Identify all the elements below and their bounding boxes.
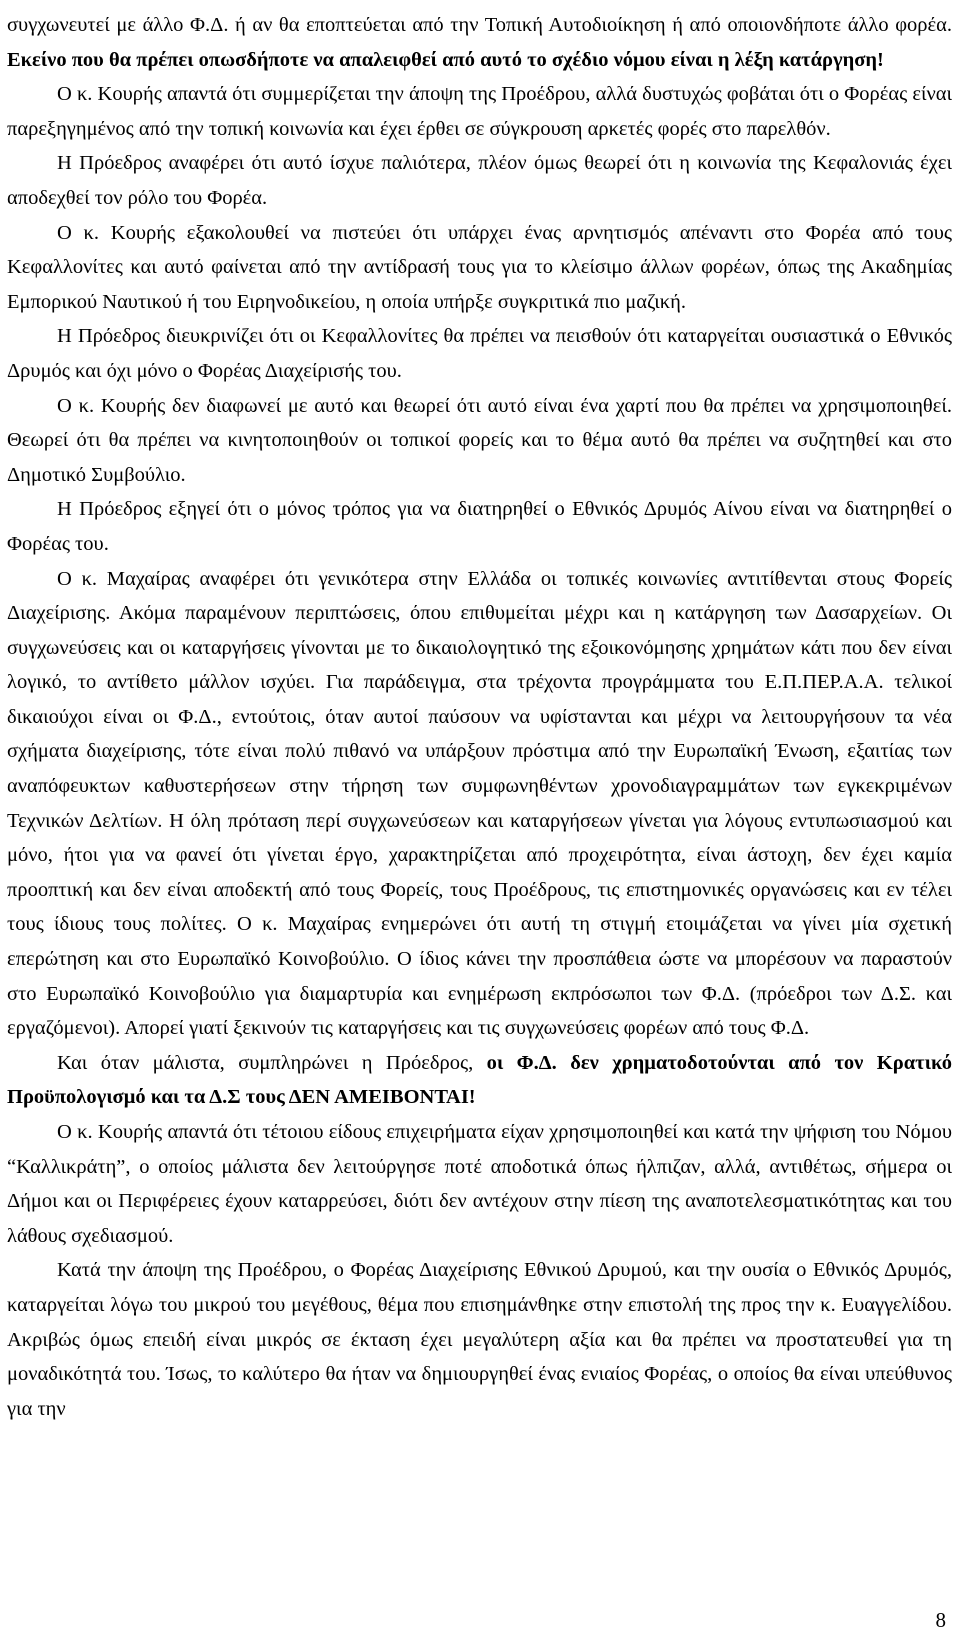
paragraph-4: Η Πρόεδρος διευκρινίζει ότι οι Κεφαλλονίτες θα πρέπει να πεισθούν ότι καταργείται ουσιαστικά ο Εθνικός Δρυμός και όχι μόνο ο Φορέας Διαχείρισής του. xyxy=(7,325,952,382)
paragraph-8-bold-text: οι Φ.Δ. δεν χρηματοδοτούνται από τον Κρατικό Προϋπολογισμό και τα Δ.Σ τους ΔΕΝ ΑΜΕΙΒΟΝΤΑΙ! xyxy=(7,1051,952,1109)
paragraph-10: Κατά την άποψη της Προέδρου, ο Φορέας Διαχείρισης Εθνικού Δρυμού, και την ουσία ο Εθνικός Δρυμός, καταργείται λόγω του μικρού του μεγέθους, θέμα που επισημάνθηκε στην επιστολή της προς την κ. Ευαγγελίδου. Ακριβώς όμως επειδή είναι μικρός σε έκταση έχει μεγαλύτερη αξία και θα πρέπει να προστατευθεί για τη μοναδικότητά του. Ίσως, το καλύτερο θα ήταν να δημιουργηθεί ένας ενιαίος Φορέας, ο οποίος θα είναι υπεύθυνος για την xyxy=(7,1259,952,1420)
page-number: 8 xyxy=(935,1608,946,1632)
paragraph-1: Ο κ. Κουρής απαντά ότι συμμερίζεται την άποψη της Προέδρου, αλλά δυστυχώς φοβάται ότι ο Φορέας είναι παρεξηγημένος από την τοπική κοινωνία και έχει έρθει σε σύγκρουση αρκετές φορές στο παρελθόν. xyxy=(7,83,952,140)
paragraph-7: Ο κ. Μαχαίρας αναφέρει ότι γενικότερα στην Ελλάδα οι τοπικές κοινωνίες αντιτίθενται στους Φορείς Διαχείρισης. Ακόμα παραμένουν περιπτώσεις, όπου επιθυμείται μέχρι και η κατάργηση των Δασαρχείων. Οι συγχωνεύσεις και οι καταργήσεις γίνονται με το δικαιολογητικό της εξοικονόμησης χρημάτων κάτι που δεν είναι λογικό, το αντίθετο μάλλον ισχύει. Για παράδειγμα, στα τρέχοντα προγράμματα του Ε.Π.ΠΕΡ.Α.Α. τελικοί δικαιούχοι είναι οι Φ.Δ., εντούτοις, όταν αυτοί παύσουν να υφίστανται και μέχρι να λειτουργήσουν τα νέα σχήματα διαχείρισης, τότε είναι πολύ πιθανό να υπάρξουν πρόστιμα από την Ευρωπαϊκή Ένωση, εξαιτίας των αναπόφευκτων καθυστερήσεων στην τήρηση των συμφωνηθέντων χρονοδιαγραμμάτων των εγκεκριμένων Τεχνικών Δελτίων. Η όλη πρόταση περί συγχωνεύσεων και καταργήσεων γίνεται για λόγους εντυπωσιασμού και μόνο, ήτοι για να φανεί ότι γίνεται έργο, χαρακτηρίζεται από προχειρότητα, είναι άστοχη, δεν έχει καμία προοπτική και δεν είναι αποδεκτή από τους Φορείς, τους Προέδρους, τις επιστημονικές οργανώσεις και εν τέλει τους ίδιους τους πολίτες. Ο κ. Μαχαίρας ενημερώνει ότι αυτή τη στιγμή ετοιμάζεται να γίνει μία σχετική επερώτηση και στο Ευρωπαϊκό Κοινοβούλιο. Ο ίδιος κάνει την προσπάθεια ώστε να μπορέσουν να παραστούν στο Ευρωπαϊκό Κοινοβούλιο για διαμαρτυρία και ενημέρωση εκπρόσωποι των Φ.Δ. (πρόεδροι των Δ.Σ. και εργαζόμενοι). Απορεί γιατί ξεκινούν τις καταργήσεις και τις συγχωνεύσεις φορέων από τους Φ.Δ. xyxy=(7,567,952,1040)
paragraph-0-text: συγχωνευτεί με άλλο Φ.Δ. ή αν θα εποπτεύεται από την Τοπική Αυτοδιοίκηση ή από οποιονδήποτε άλλο φορέα. xyxy=(7,14,952,36)
paragraph-8-text: Και όταν μάλιστα, συμπληρώνει η Πρόεδρος, xyxy=(57,1051,474,1074)
paragraph-0 xyxy=(7,8,952,77)
paragraph-3: Ο κ. Κουρής εξακολουθεί να πιστεύει ότι υπάρχει ένας αρνητισμός απέναντι στο Φορέα από τους Κεφαλλονίτες και αυτό φαίνεται από την αντίδρασή τους για το κλείσιμο άλλων φορέων, όπως της Ακαδημίας Εμπορικού Ναυτικού ή του Ειρηνοδικείου, η οποία υπήρξε συγκριτικά πιο μαζική. xyxy=(7,221,952,313)
paragraph-9: Ο κ. Κουρής απαντά ότι τέτοιου είδους επιχειρήματα είχαν χρησιμοποιηθεί και κατά την ψήφιση του Νόμου “Καλλικράτη”, ο οποίος μάλιστα δεν λειτούργησε ποτέ αποδοτικά όπως ήλπιζαν, αλλά, αντιθέτως, σήμερα οι Δήμοι και οι Περιφέρειες έχουν καταρρεύσει, διότι δεν αντέχουν στην πίεση της αναποτελεσματικότητας και του λάθους σχεδιασμού. xyxy=(7,1121,952,1247)
paragraph-0-bold-text: Εκείνο που θα πρέπει οπωσδήποτε να απαλειφθεί από αυτό το σχέδιο νόμου είναι η λέξη κατάργηση! xyxy=(7,48,884,71)
paragraph-8 xyxy=(7,1046,952,1115)
paragraph-2: Η Πρόεδρος αναφέρει ότι αυτό ίσχυε παλιότερα, πλέον όμως θεωρεί ότι η κοινωνία της Κεφαλονιάς έχει αποδεχθεί τον ρόλο του Φορέα. xyxy=(7,152,952,209)
paragraph-6: Η Πρόεδρος εξηγεί ότι ο μόνος τρόπος για να διατηρηθεί ο Εθνικός Δρυμός Αίνου είναι να διατηρηθεί ο Φορέας του. xyxy=(7,498,952,555)
paragraph-5: Ο κ. Κουρής δεν διαφωνεί με αυτό και θεωρεί ότι αυτό είναι ένα χαρτί που θα πρέπει να χρησιμοποιηθεί. Θεωρεί ότι θα πρέπει να κινητοποιηθούν οι τοπικοί φορείς και το θέμα αυτό θα πρέπει να συζητηθεί και στο Δημοτικό Συμβούλιο. xyxy=(7,394,952,486)
